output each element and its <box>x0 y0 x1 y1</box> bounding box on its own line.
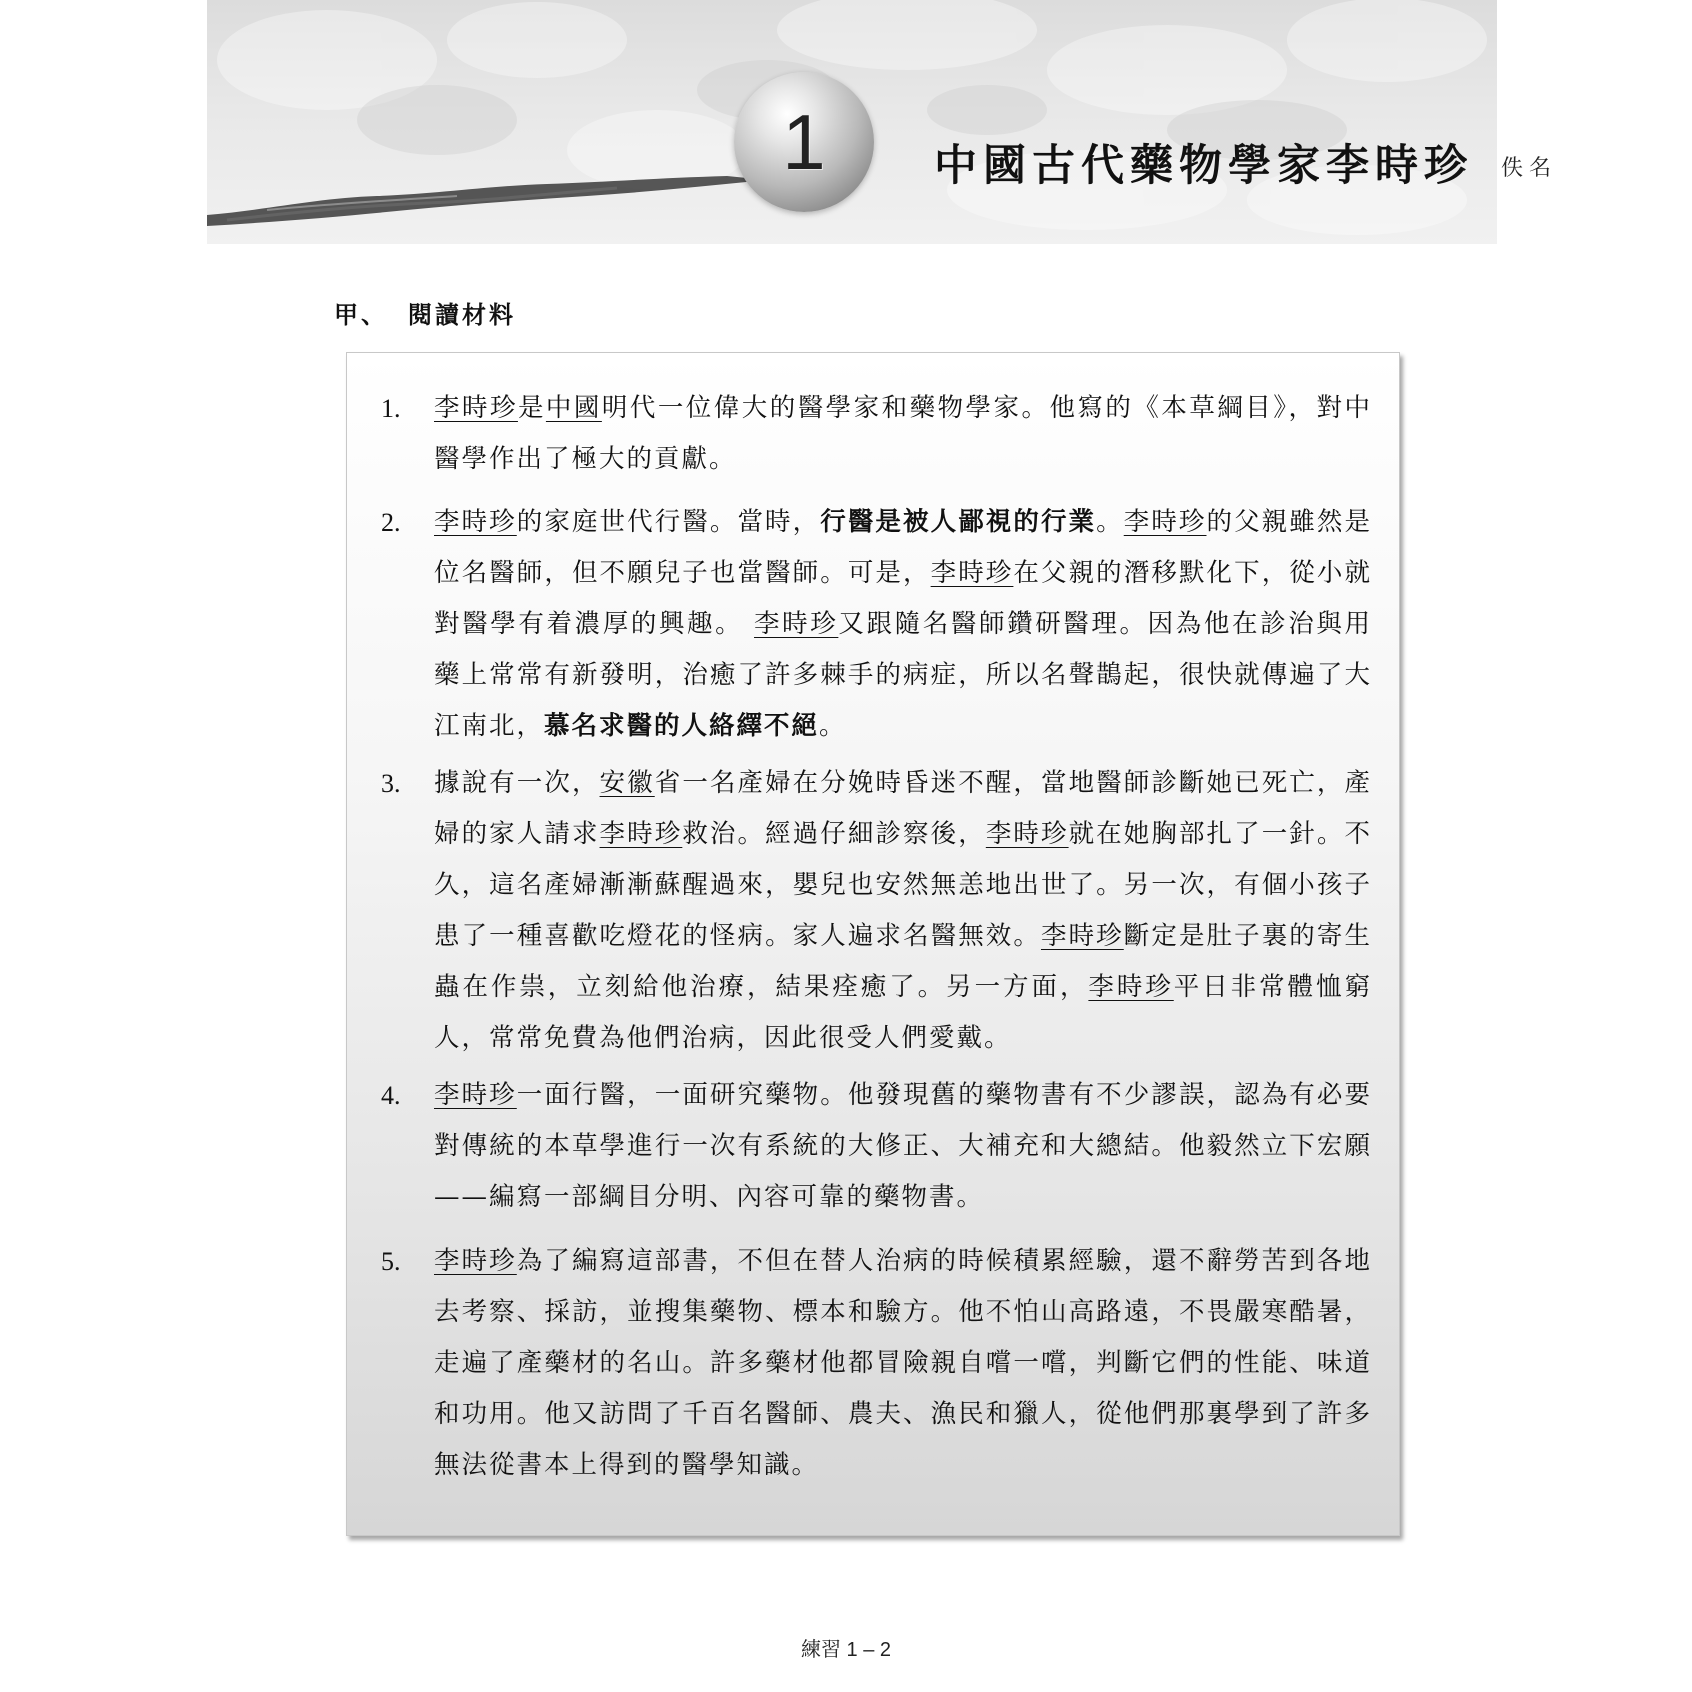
chapter-number-badge <box>734 72 874 212</box>
proper-noun: 李時珍 <box>434 393 518 423</box>
proper-noun: 李時珍 <box>434 507 517 537</box>
proper-noun: 李時珍 <box>1088 972 1174 1002</box>
text-segment: 的父親雖然是位名醫師，但不願兒子也當醫師。可是， <box>434 507 1372 588</box>
proper-noun: 李時珍 <box>434 1080 517 1110</box>
text-segment: 的家庭世代行醫。當時， <box>516 507 821 537</box>
proper-noun: 安徽 <box>599 768 655 798</box>
page-number: 練習 1 – 2 <box>800 1639 892 1661</box>
text-segment: 救治。經過仔細診察後， <box>682 819 986 849</box>
chapter-number: 1 <box>782 98 826 186</box>
text-segment: 就在她胸部扎了一針。不久，這名產婦漸漸蘇醒過來，嬰兒也安然無恙地出世了。另一次，有個小孩子患了一種喜歡吃燈花的怪病。家人遍求名醫無效。 <box>434 819 1372 951</box>
paragraph-text <box>434 1236 1372 1491</box>
paragraph-number: 3. <box>381 769 401 798</box>
text-segment: 又跟隨名醫師鑽研醫理。因為他在診治與用藥上常常有新發明，治癒了許多棘手的病症，所以名聲鵲起，很快就傳遍了大江南北， <box>434 609 1372 741</box>
text-segment: 為了編寫這部書，不但在替人治病的時候積累經驗，還不辭勞苦到各地去考察、採訪，並搜集藥物、標本和驗方。他不怕山高路遠，不畏嚴寒酷暑，走遍了產藥材的名山。許多藥材他都冒險親自嚐一嚐，判斷它們的性能、味道和功用。他又訪問了千百名醫師、農夫、漁民和獵人，從他們那裏學到了許多無法從書本上得到的醫學知識。 <box>434 1246 1372 1480</box>
text-segment: 明代一位偉大的醫學家和藥物學家。他寫的《本草綱目》，對中醫學作出了極大的貢獻。 <box>434 393 1372 474</box>
section-heading <box>334 295 516 330</box>
paragraph-text <box>434 758 1372 1064</box>
text-segment: 。 <box>819 711 847 741</box>
paragraph-number: 2. <box>381 508 401 537</box>
proper-noun: 李時珍 <box>985 819 1069 849</box>
lesson-author: 佚名 <box>1501 156 1558 181</box>
text-segment: 是 <box>517 393 546 423</box>
section-number: 甲、 <box>334 301 388 329</box>
proper-noun: 李時珍 <box>434 1246 517 1276</box>
reading-material-box <box>346 352 1400 1536</box>
proper-noun: 李時珍 <box>1123 507 1207 537</box>
header-banner <box>207 0 1558 244</box>
text-segment: 斷定是肚子裏的寄生蟲在作祟，立刻給他治療，結果痊癒了。另一方面， <box>434 921 1372 1002</box>
text-segment: 一面行醫，一面研究藥物。他發現舊的藥物書有不少謬誤，認為有必要對傳統的本草學進行一次有系統的大修正、大補充和大總結。他毅然立下宏願——編寫一部綱目分明、內容可靠的藥物書。 <box>434 1080 1372 1212</box>
proper-noun: 李時珍 <box>599 819 683 849</box>
paragraph-number: 4. <box>381 1081 401 1110</box>
brush-stroke-decoration <box>207 170 767 230</box>
paragraph-text <box>434 497 1372 752</box>
paragraph-number: 5. <box>381 1247 401 1276</box>
section-title: 閱讀材料 <box>408 301 516 329</box>
paragraph-text <box>434 1070 1372 1223</box>
proper-noun: 李時珍 <box>754 609 839 639</box>
lesson-title: 中國古代藥物學家李時珍 <box>934 141 1473 191</box>
emphasized-phrase: 行醫是被人鄙視的行業 <box>820 507 1097 537</box>
proper-noun: 李時珍 <box>930 558 1014 588</box>
paragraph-text <box>434 383 1372 485</box>
text-segment: 據說有一次， <box>434 768 600 798</box>
text-segment: 。 <box>1096 507 1124 537</box>
proper-noun: 中國 <box>545 393 602 423</box>
text-segment: 省一名產婦在分娩時昏迷不醒，當地醫師診斷她已死亡，產婦的家人請求 <box>434 768 1372 849</box>
proper-noun: 李時珍 <box>1040 921 1124 951</box>
emphasized-phrase: 慕名求醫的人絡繹不絕 <box>544 711 820 741</box>
text-segment: 平日非常體恤窮人，常常免費為他們治病，因此很受人們愛戴。 <box>434 972 1372 1053</box>
paragraph-number: 1. <box>381 394 401 423</box>
text-segment: 在父親的潛移默化下，從小就對醫學有着濃厚的興趣。 <box>434 558 1372 639</box>
